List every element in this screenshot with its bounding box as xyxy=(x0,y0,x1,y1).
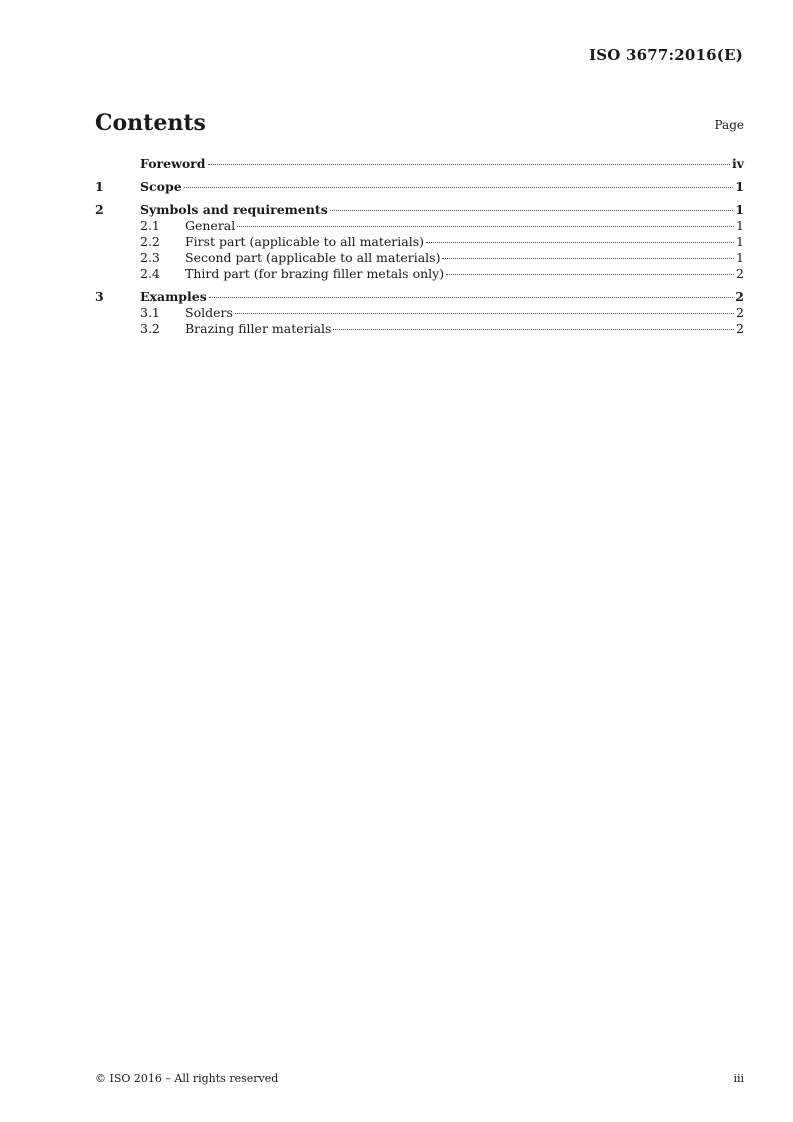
toc-entry-number: 1 xyxy=(95,179,104,194)
toc-entry-number: 2.2 xyxy=(140,234,160,249)
toc-entry-page: 2 xyxy=(736,305,744,320)
toc-entry-title: Examples xyxy=(140,289,207,304)
toc-entry-number: 3 xyxy=(95,289,104,304)
toc-entry-title: Brazing filler materials xyxy=(185,321,332,336)
toc-entry-scope[interactable] xyxy=(95,179,744,195)
toc-entry-page: 2 xyxy=(735,289,744,304)
dot-leader xyxy=(184,187,734,188)
toc-entry-page: iv xyxy=(731,156,744,171)
copyright-notice: © ISO 2016 – All rights reserved xyxy=(95,1072,279,1085)
toc-entry-number: 2.4 xyxy=(140,266,160,281)
contents-title: Contents xyxy=(95,110,206,136)
toc-entry-title: Symbols and requirements xyxy=(140,202,328,217)
toc-entry-page: 2 xyxy=(736,266,744,281)
toc-entry-page: 1 xyxy=(736,250,744,265)
toc-entry-number: 3.1 xyxy=(140,305,160,320)
dot-leader xyxy=(209,297,734,298)
toc-entry-page: 2 xyxy=(736,321,744,336)
document-id: ISO 3677:2016(E) xyxy=(589,46,743,64)
dot-leader xyxy=(208,164,730,165)
toc-entry-second-part[interactable] xyxy=(95,250,744,266)
toc-entry-title: Foreword xyxy=(140,156,206,171)
contents-header xyxy=(95,110,744,140)
dot-leader xyxy=(237,226,734,227)
dot-leader xyxy=(446,274,734,275)
toc-entry-title: Scope xyxy=(140,179,182,194)
dot-leader xyxy=(235,313,734,314)
toc-entry-number: 2 xyxy=(95,202,104,217)
toc-entry-title: Second part (applicable to all materials) xyxy=(185,250,441,265)
toc-entry-solders[interactable] xyxy=(95,305,744,321)
toc-entry-page: 1 xyxy=(736,218,744,233)
dot-leader xyxy=(426,242,734,243)
toc-entry-general[interactable] xyxy=(95,218,744,234)
toc-entry-page: 1 xyxy=(735,179,744,194)
toc-entry-first-part[interactable] xyxy=(95,234,744,250)
toc-entry-number: 3.2 xyxy=(140,321,160,336)
toc-entry-brazing-filler-materials[interactable] xyxy=(95,321,744,337)
toc-entry-foreword[interactable] xyxy=(95,156,744,172)
toc-entry-title: Third part (for brazing filler metals only) xyxy=(185,266,445,281)
toc-entry-title: General xyxy=(185,218,236,233)
toc-entry-number: 2.3 xyxy=(140,250,160,265)
page-footer xyxy=(95,1072,744,1088)
dot-leader xyxy=(333,329,734,330)
toc-entry-page: 1 xyxy=(736,234,744,249)
toc-entry-symbols-and-requirements[interactable] xyxy=(95,202,744,218)
toc-entry-page: 1 xyxy=(735,202,744,217)
dot-leader xyxy=(330,210,734,211)
toc-entry-number: 2.1 xyxy=(140,218,160,233)
table-of-contents xyxy=(95,156,744,337)
toc-entry-title: First part (applicable to all materials) xyxy=(185,234,425,249)
page-number: iii xyxy=(733,1072,744,1085)
toc-entry-title: Solders xyxy=(185,305,233,320)
page-column-label: Page xyxy=(714,118,744,132)
toc-entry-third-part[interactable] xyxy=(95,266,744,282)
dot-leader xyxy=(442,258,734,259)
toc-entry-examples[interactable] xyxy=(95,289,744,305)
